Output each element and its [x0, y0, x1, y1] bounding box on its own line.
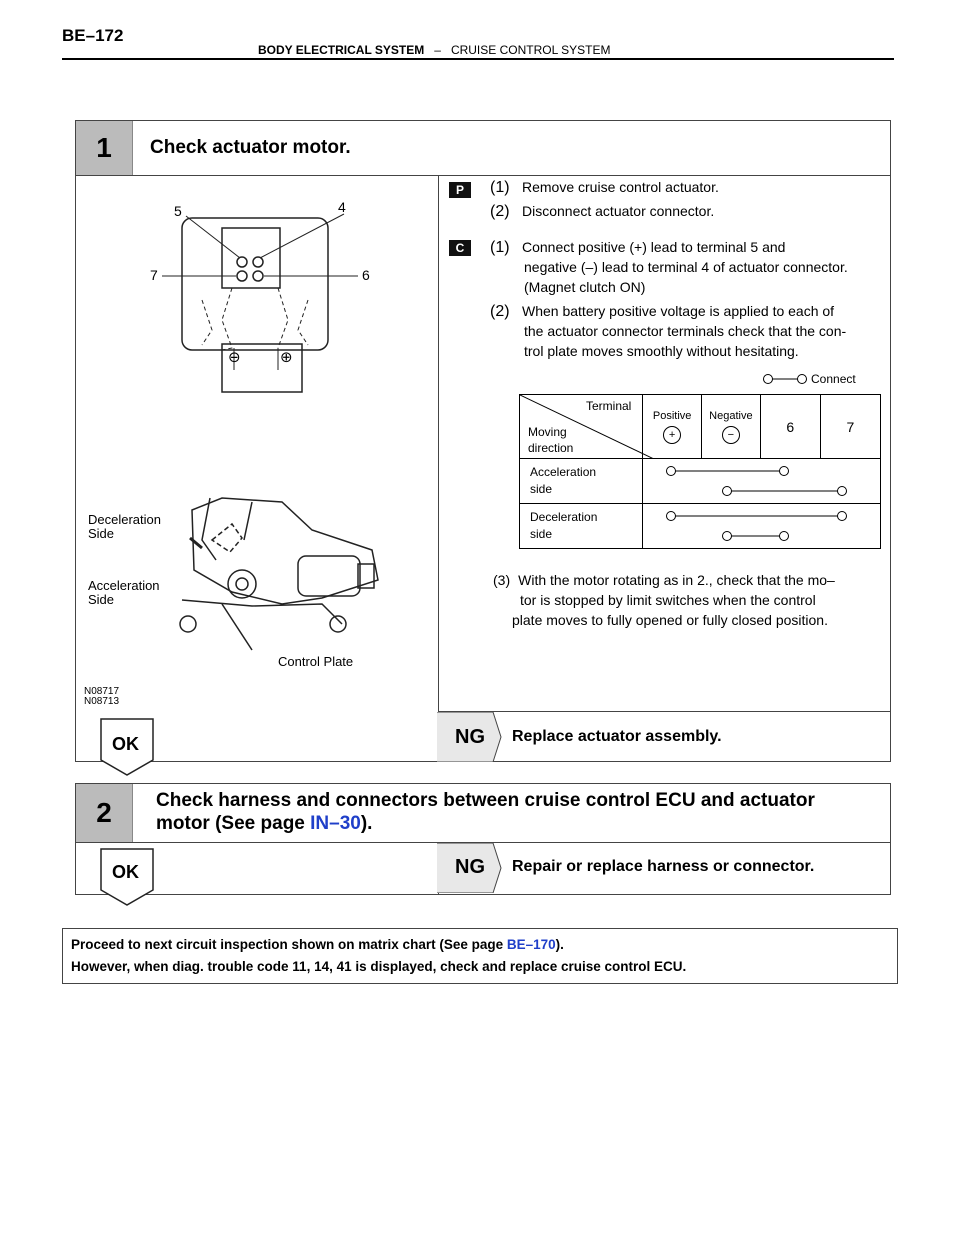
running-header [258, 43, 611, 57]
row-acceleration-a: Acceleration [530, 465, 597, 479]
step1-ng-label: NG [455, 726, 485, 748]
accel-label-1: Acceleration [88, 578, 160, 593]
p-item-1-text: Remove cruise control actuator. [522, 179, 719, 195]
pin-label-6: 6 [362, 267, 370, 283]
row-deceleration-a: Deceleration [530, 510, 598, 524]
step1-divider [438, 175, 439, 761]
final-note-line1 [71, 934, 889, 956]
terminal-table-wrap [519, 394, 881, 549]
figure-code-1: N08717 [84, 686, 120, 697]
p-item-2-text: Disconnect actuator connector. [522, 203, 715, 219]
final-note-line1-post: ). [555, 937, 564, 952]
table-corner-header [520, 395, 643, 459]
connector-pin-6 [253, 271, 263, 281]
c-item-1-line2: negative (–) lead to terminal 4 of actuator connector. [524, 259, 848, 275]
item3-line1: With the motor rotating as in 2., check that the mo– [518, 572, 835, 588]
battery-minus: ⊖ [228, 348, 241, 366]
col-6: 6 [760, 395, 820, 459]
col-negative-label: Negative [709, 409, 753, 422]
header-terminal: Terminal [586, 399, 632, 413]
item3 [493, 572, 835, 589]
decel-label-1: Deceleration [88, 512, 161, 527]
step2-ng-label: NG [455, 856, 485, 878]
step1-title-bar [76, 121, 890, 176]
control-plate-label: Control Plate [278, 654, 354, 669]
accel-label-2: Side [88, 592, 115, 607]
tag-check: C [449, 240, 471, 256]
actuator-illustration [180, 498, 378, 650]
row-deceleration-connections [643, 504, 881, 549]
acceleration-connect-lines [643, 459, 871, 503]
step2-title-line1: Check harness and connectors between cruise control ECU and actuator [156, 790, 815, 811]
step1-ng-divider [438, 711, 890, 712]
step2-ng-action: Repair or replace harness or connector. [512, 858, 815, 875]
header-moving: Moving [528, 425, 567, 439]
decel-label-2: Side [88, 526, 115, 541]
final-note-line1-pre: Proceed to next circuit inspection shown on matrix chart (See page [71, 937, 507, 952]
connector-pin-5 [237, 257, 247, 267]
row-acceleration-b: side [530, 482, 553, 496]
step1-title: Check actuator motor. [150, 137, 351, 158]
col-negative-symbol: − [722, 426, 740, 444]
connect-symbol [762, 372, 808, 386]
figure-code-2: N08713 [84, 696, 120, 707]
c-item-2-line2: the actuator connector terminals check that the con- [524, 323, 847, 339]
c-item-2 [490, 302, 834, 321]
item3-line2: tor is stopped by limit switches when the control [520, 592, 816, 608]
deceleration-connect-lines [643, 504, 871, 548]
step2-number: 2 [76, 784, 133, 842]
step2-title-post: ). [360, 813, 373, 834]
p-item-2 [490, 202, 714, 221]
c-item-2-line3: trol plate moves smoothly without hesitating. [524, 343, 799, 359]
p-item-2-number: (2) [490, 203, 510, 220]
p-item-1-number: (1) [490, 179, 510, 196]
section-title: BODY ELECTRICAL SYSTEM [258, 43, 425, 57]
row-acceleration-label [520, 459, 643, 504]
tag-preparation: P [449, 182, 471, 198]
item3-line3: plate moves to fully opened or fully closed position. [512, 612, 828, 628]
page-number: BE–172 [62, 26, 124, 45]
item3-number: (3) [493, 572, 511, 588]
header-separator: – [434, 43, 441, 57]
step1-number: 1 [76, 121, 133, 175]
step1-ok-label: OK [112, 734, 139, 754]
subsection-title: CRUISE CONTROL SYSTEM [450, 43, 611, 57]
connect-legend-label: Connect [811, 372, 856, 386]
pin-label-5: 5 [174, 203, 182, 219]
col-positive-label: Positive [652, 409, 692, 422]
step2-page-link[interactable]: IN–30 [310, 813, 361, 834]
row-deceleration-b: side [530, 527, 553, 541]
pin-label-4: 4 [338, 199, 346, 215]
row-acceleration-connections [643, 459, 881, 504]
terminal-table [519, 394, 881, 549]
step2-title-bar [76, 784, 890, 843]
connector-pin-7 [237, 271, 247, 281]
c-item-1-line1: Connect positive (+) lead to terminal 5 and [522, 239, 786, 255]
connector-body [222, 228, 280, 288]
final-note-line2: However, when diag. trouble code 11, 14, 41 is displayed, check and replace cruise control ECU. [71, 959, 687, 974]
battery-plus: ⊕ [280, 348, 293, 366]
c-item-1-line3: (Magnet clutch ON) [524, 279, 646, 295]
final-note-page-link[interactable]: BE–170 [506, 937, 556, 952]
pin-label-7: 7 [150, 267, 158, 283]
actuator-connector-diagram [82, 180, 432, 680]
col-7: 7 [820, 395, 880, 459]
p-item-1 [490, 178, 719, 197]
c-item-2-number: (2) [490, 303, 510, 320]
header-rule [62, 58, 894, 60]
header-direction: direction [528, 441, 574, 455]
col-positive-symbol: + [663, 426, 681, 444]
lead-wires [222, 288, 288, 350]
step1-ng-action: Replace actuator assembly. [512, 728, 722, 745]
connector-frame [182, 218, 328, 350]
c-item-1-number: (1) [490, 239, 510, 256]
step2-title-pre: motor (See page [156, 813, 311, 834]
final-note [62, 928, 898, 984]
c-item-1 [490, 238, 785, 257]
step2-ok-label: OK [112, 862, 139, 882]
step2-title-line2 [156, 813, 372, 835]
col-negative [701, 395, 760, 459]
connect-legend [762, 372, 856, 386]
connector-pin-4 [253, 257, 263, 267]
c-item-2-line1: When battery positive voltage is applied to each of [522, 303, 835, 319]
row-deceleration-label [520, 504, 643, 549]
